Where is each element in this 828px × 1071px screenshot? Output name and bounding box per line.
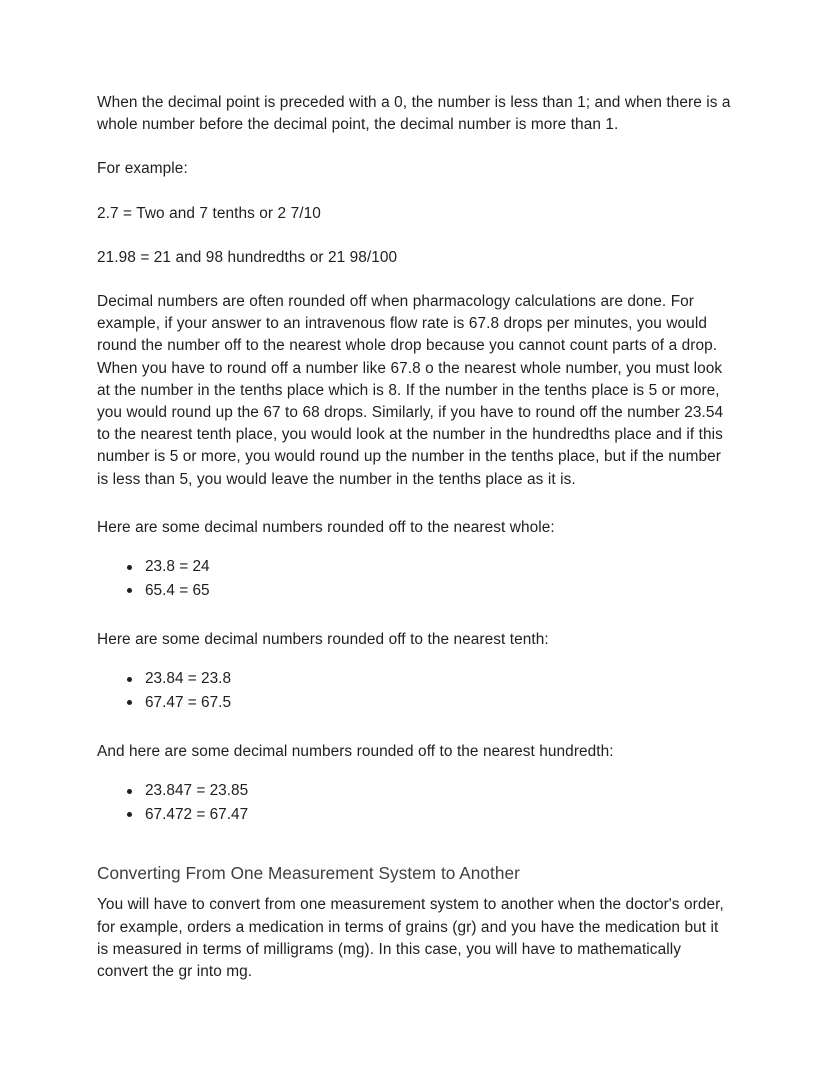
list-item: 67.47 = 67.5: [127, 691, 733, 715]
nearest-tenth-intro: Here are some decimal numbers rounded off to the nearest tenth:: [97, 631, 549, 649]
list-item: 67.472 = 67.47: [127, 803, 733, 827]
nearest-hundredth-intro: And here are some decimal numbers rounded off to the nearest hundredth:: [97, 743, 614, 761]
spacer: [97, 620, 733, 629]
nearest-whole-list: [97, 555, 733, 602]
example-line-two: 21.98 = 21 and 98 hundredths or 21 98/100: [97, 248, 398, 266]
document-content-column: [97, 92, 733, 1005]
list-item: 23.8 = 24: [127, 555, 733, 579]
list-item: 65.4 = 65: [127, 579, 733, 603]
intro-paragraph: When the decimal point is preceded with a 0, the number is less than 1; and when there is a whole number before the decimal point, the decimal number is more than 1.: [97, 94, 731, 134]
example-line-one: 2.7 = Two and 7 tenths or 2 7/10: [97, 204, 321, 222]
nearest-tenth-list: [97, 667, 733, 714]
rounding-explanation-paragraph: Decimal numbers are often rounded off when pharmacology calculations are done. For example, if your answer to an intravenous flow rate is 67.8 drops per minutes, you would round the number off to the nearest whole drop because you cannot count parts of a drop. When you have to round off a number like 67.8 o the nearest whole number, you must look at the number in the tenths place which is 8. If the number in the tenths place is 5 or more, you would round up the 67 to 68 drops. Similarly, if you have to round off the number 23.54 to the nearest tenth place, you would look at the number in the hundredths place and if this number is 5 or more, you would round up the number in the tenths place, but if the number is less than 5, you would leave the number in the tenths place as it is.: [97, 293, 724, 488]
section-heading-converting-measurement-systems: Converting From One Measurement System to Another: [97, 863, 520, 884]
spacer: [97, 844, 733, 861]
conversion-paragraph: You will have to convert from one measurement system to another when the doctor's order, for example, orders a medication in terms of grains (gr) and you have the medication but it is measured in terms of milligrams (mg). In this case, you will have to mathematically convert the gr into mg.: [97, 896, 724, 981]
nearest-whole-intro: Here are some decimal numbers rounded off to the nearest whole:: [97, 518, 555, 536]
nearest-hundredth-list: [97, 779, 733, 826]
list-item: 23.84 = 23.8: [127, 667, 733, 691]
for-example-label: For example:: [97, 160, 188, 178]
list-item: 23.847 = 23.85: [127, 779, 733, 803]
spacer: [97, 732, 733, 741]
